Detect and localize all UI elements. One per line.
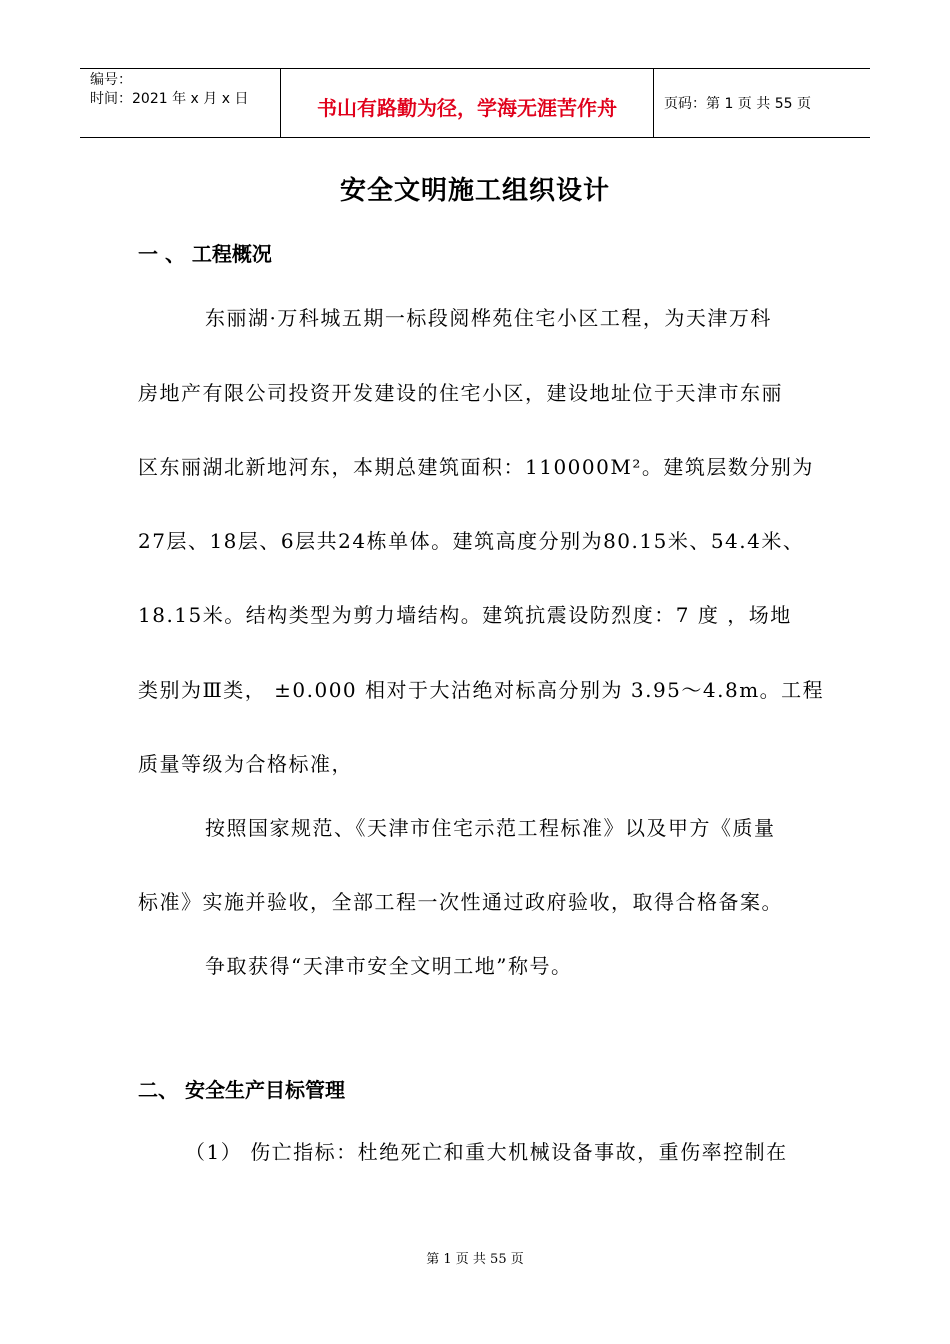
section-heading-2: 二、 安全生产目标管理 — [138, 1078, 345, 1102]
paragraph-line: 房地产有限公司投资开发建设的住宅小区，建设地址位于天津市东丽 — [138, 381, 783, 405]
time-label: 时间：2021 年 x 月 x 日 — [90, 91, 249, 107]
paragraph-line: 27层、18层、6层共24栋单体。建筑高度分别为80.15米、54.4米、 — [138, 529, 805, 553]
paragraph-line: 区东丽湖北新地河东，本期总建筑面积：110000M²。建筑层数分别为 — [138, 455, 814, 479]
page-footer: 第 1 页 共 55 页 — [426, 1252, 524, 1267]
paragraph-line: 18.15米。结构类型为剪力墙结构。建筑抗震设防烈度：7 度 ，场地 — [138, 603, 792, 627]
paragraph-line: 类别为Ⅲ类， ±0.000 相对于大沽绝对标高分别为 3.95～4.8m。工程 — [138, 678, 825, 702]
paragraph-line: 质量等级为合格标准， — [138, 752, 353, 776]
paragraph-line: （1） 伤亡指标：杜绝死亡和重大机械设备事故，重伤率控制在 — [185, 1140, 788, 1164]
header-meta — [80, 69, 281, 137]
paragraph-line: 按照国家规范、《天津市住宅示范工程标准》以及甲方《质量 — [205, 816, 776, 840]
document-title: 安全文明施工组织设计 — [339, 176, 610, 206]
paragraph-line: 标准》实施并验收，全部工程一次性通过政府验收，取得合格备案。 — [138, 890, 783, 914]
header-motto: 书山有路勤为径，学海无涯苦作舟 — [281, 69, 654, 137]
page-header — [80, 68, 870, 138]
paragraph-line: 争取获得“天津市安全文明工地”称号。 — [205, 954, 573, 978]
header-page-info: 页码：第 1 页 共 55 页 — [664, 96, 811, 112]
paragraph-line: 东丽湖·万科城五期一标段阅桦苑住宅小区工程，为天津万科 — [205, 306, 772, 330]
number-label: 编号： — [90, 72, 132, 88]
section-heading-1: 一 、 工程概况 — [138, 242, 272, 266]
